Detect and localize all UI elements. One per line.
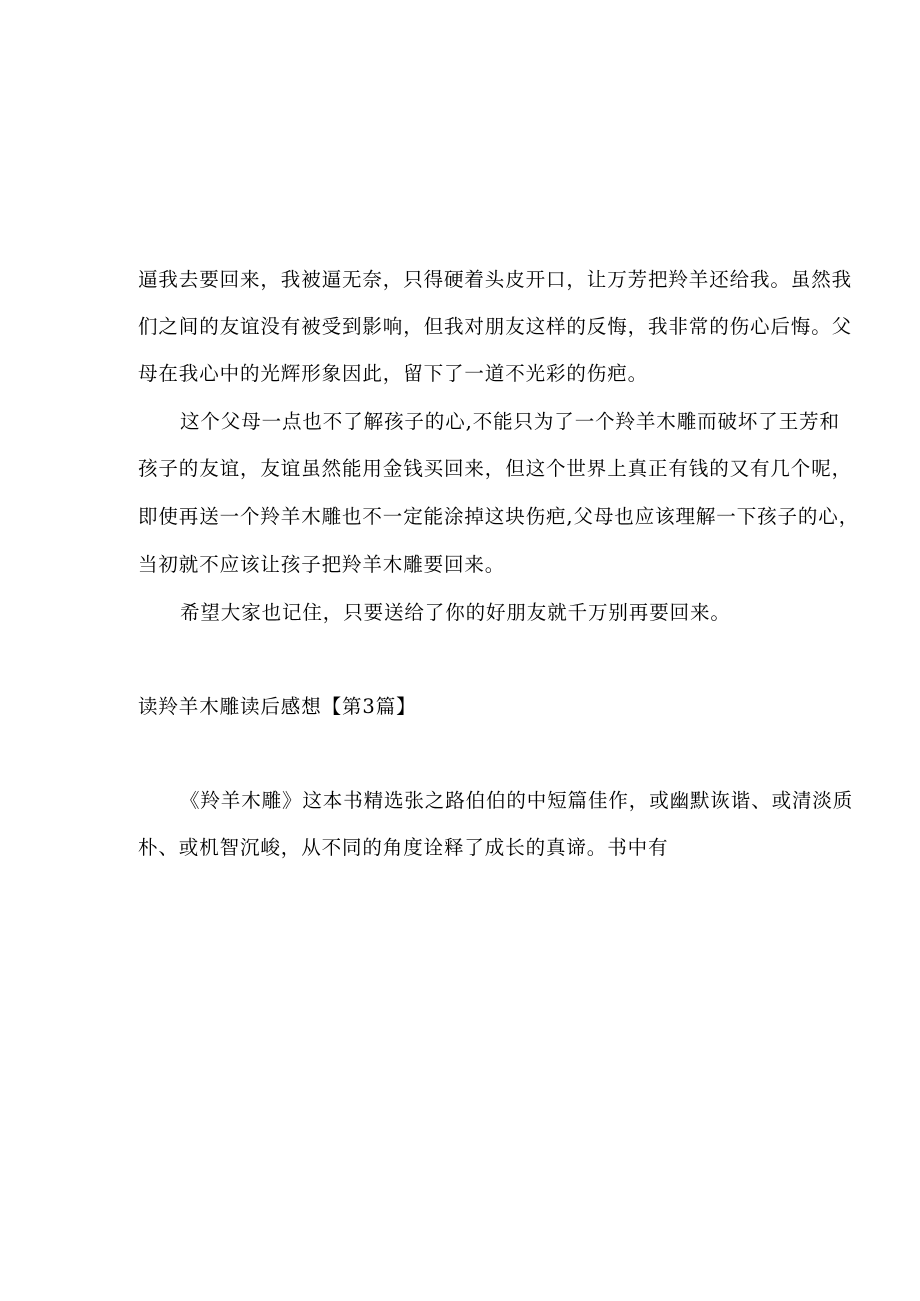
paragraph-line: 孩子的友谊，友谊虽然能用金钱买回来，但这个世界上真正有钱的又有几个呢， <box>138 457 853 480</box>
paragraph-line: 《羚羊木雕》这本书精选张之路伯伯的中短篇佳作，或幽默诙谐、或清淡质 <box>180 789 854 812</box>
paragraph-line: 这个父母一点也不了解孩子的心,不能只为了一个羚羊木雕而破坏了王芳和 <box>180 410 840 433</box>
paragraph-line: 逼我去要回来，我被逼无奈，只得硬着头皮开口，让万芳把羚羊还给我。虽然我 <box>138 268 853 291</box>
paragraph-line: 当初就不应该让孩子把羚羊木雕要回来。 <box>138 553 506 576</box>
paragraph-line: 母在我心中的光辉形象因此，留下了一道不光彩的伤疤。 <box>138 362 649 385</box>
paragraph-line: 希望大家也记住，只要送给了你的好朋友就千万别再要回来。 <box>180 601 731 624</box>
paragraph-line: 朴、或机智沉峻，从不同的角度诠释了成长的真谛。书中有 <box>138 836 669 859</box>
section-heading: 读羚羊木雕读后感想【第3篇】 <box>138 695 417 718</box>
paragraph-line: 们之间的友谊没有被受到影响，但我对朋友这样的反悔，我非常的伤心后悔。父 <box>138 315 853 338</box>
paragraph-line: 即使再送一个羚羊木雕也不一定能涂掉这块伤疤,父母也应该理解一下孩子的心， <box>138 505 860 528</box>
